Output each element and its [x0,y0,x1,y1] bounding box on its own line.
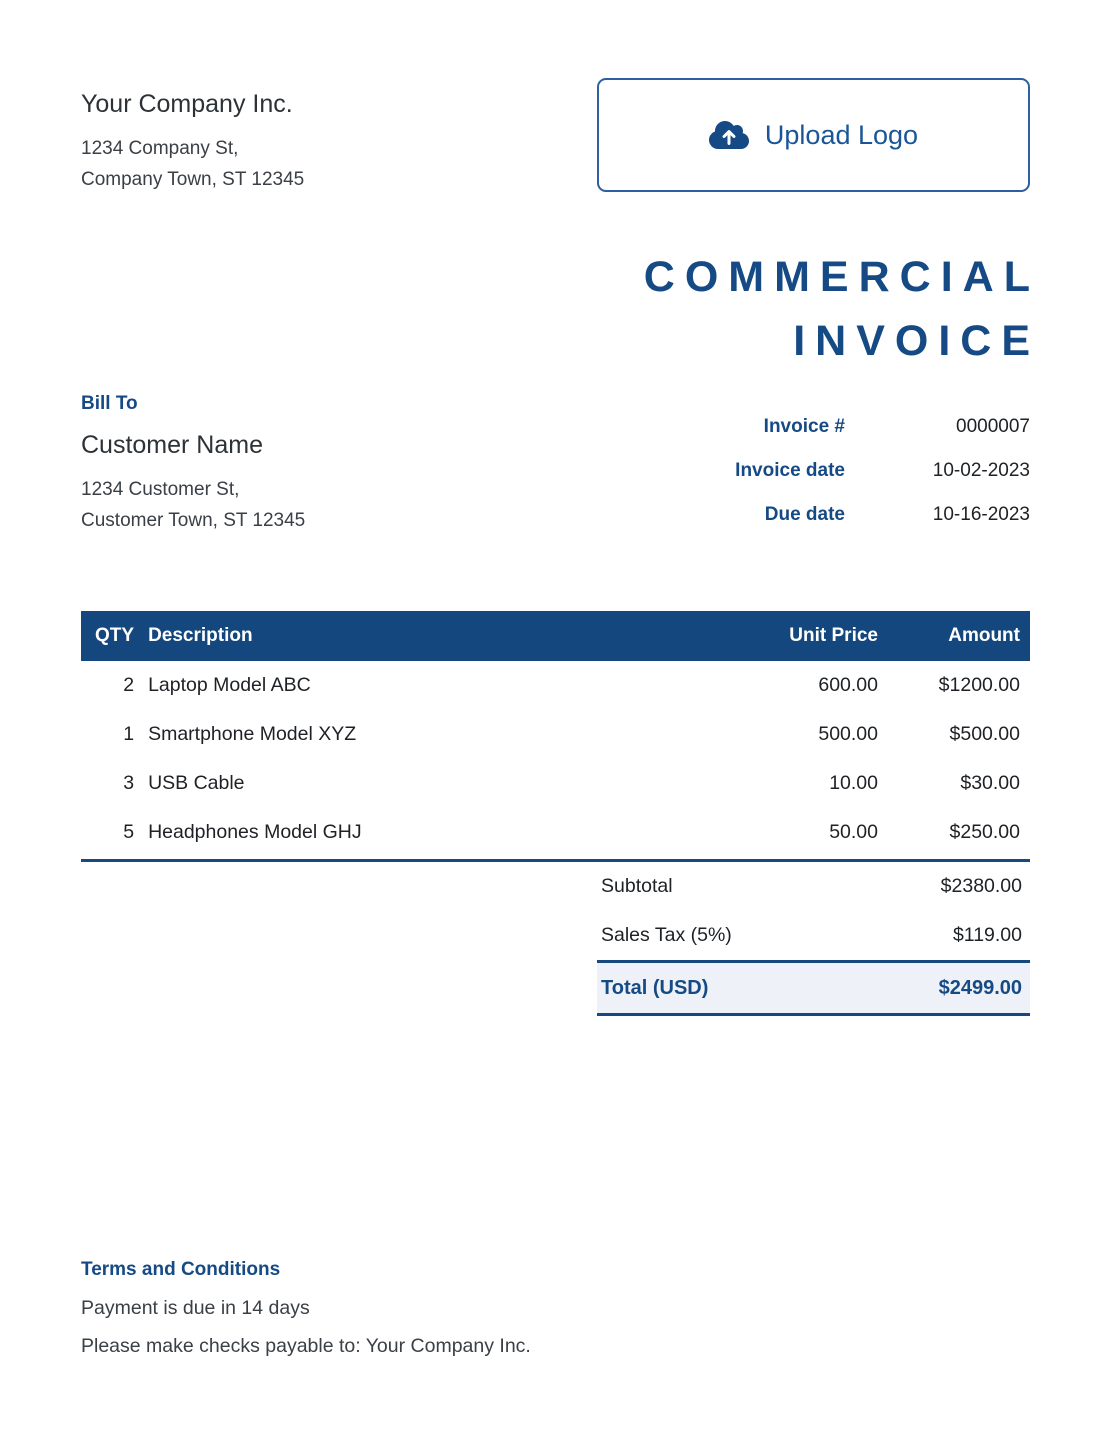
document-title-line2: INVOICE [793,317,1040,365]
subtotal-value: $2380.00 [940,875,1022,897]
header-row [81,78,1030,195]
sales-tax-value: $119.00 [952,924,1022,946]
invoice-date-value: 10-02-2023 [932,460,1030,481]
item-unit-price: 10.00 [829,772,878,794]
info-row [81,393,1030,537]
bill-to-label: Bill To [81,393,138,414]
invoice-meta-block [735,405,1030,537]
upload-logo-label: Upload Logo [764,119,919,150]
item-amount: $1200.00 [938,674,1020,696]
total-row [597,960,1030,1016]
terms-line1: Payment is due in 14 days [81,1297,310,1319]
document-title [81,245,1040,373]
terms-line2: Please make checks payable to: Your Company Inc. [81,1335,531,1357]
document-title-line1: COMMERCIAL [643,253,1040,301]
invoice-date-label: Invoice date [735,460,845,481]
bill-to-block [81,393,305,537]
invoice-date-row [735,449,1030,493]
item-amount: $30.00 [960,772,1020,794]
due-date-row [735,493,1030,537]
item-unit-price: 50.00 [829,821,878,843]
item-description: Laptop Model ABC [148,674,311,696]
header-amount: Amount [948,625,1020,646]
customer-address-line1: 1234 Customer St, [81,479,240,500]
invoice-number-row [735,405,1030,449]
table-row [81,759,1030,808]
item-qty: 1 [123,723,135,745]
items-table-header [81,611,1030,661]
customer-name: Customer Name [81,431,263,459]
header-unit-price: Unit Price [789,625,878,646]
total-value: $2499.00 [938,976,1022,999]
customer-address-line2: Customer Town, ST 12345 [81,510,306,531]
invoice-number-label: Invoice # [763,416,845,437]
item-amount: $250.00 [949,821,1020,843]
item-description: Headphones Model GHJ [148,821,362,843]
header-description: Description [148,625,253,646]
company-address-line2: Company Town, ST 12345 [81,169,305,190]
cloud-upload-icon [709,119,749,151]
summary-block [597,862,1030,1016]
company-block [81,78,304,195]
company-address [81,133,304,195]
upload-logo-button[interactable] [597,78,1030,192]
item-qty: 3 [123,772,135,794]
header-qty: QTY [95,625,135,646]
table-row [81,661,1030,710]
item-amount: $500.00 [949,723,1020,745]
item-unit-price: 600.00 [818,674,878,696]
due-date-label: Due date [764,504,845,525]
items-table-header-row [81,611,1030,661]
items-table [81,611,1030,857]
terms-block [81,1259,1030,1358]
sales-tax-row [597,911,1030,960]
table-row [81,710,1030,759]
due-date-value: 10-16-2023 [932,504,1030,525]
subtotal-label: Subtotal [601,875,673,897]
company-name: Your Company Inc. [81,90,293,118]
total-label: Total (USD) [601,976,709,999]
item-description: USB Cable [148,772,245,794]
table-row [81,808,1030,857]
item-description: Smartphone Model XYZ [148,723,357,745]
item-qty: 2 [123,674,135,696]
customer-address [81,474,305,536]
subtotal-row [597,862,1030,911]
company-address-line1: 1234 Company St, [81,138,239,159]
item-qty: 5 [123,821,135,843]
terms-heading: Terms and Conditions [81,1259,281,1280]
invoice-number-value: 0000007 [956,416,1030,437]
item-unit-price: 500.00 [818,723,878,745]
sales-tax-label: Sales Tax (5%) [601,924,732,946]
